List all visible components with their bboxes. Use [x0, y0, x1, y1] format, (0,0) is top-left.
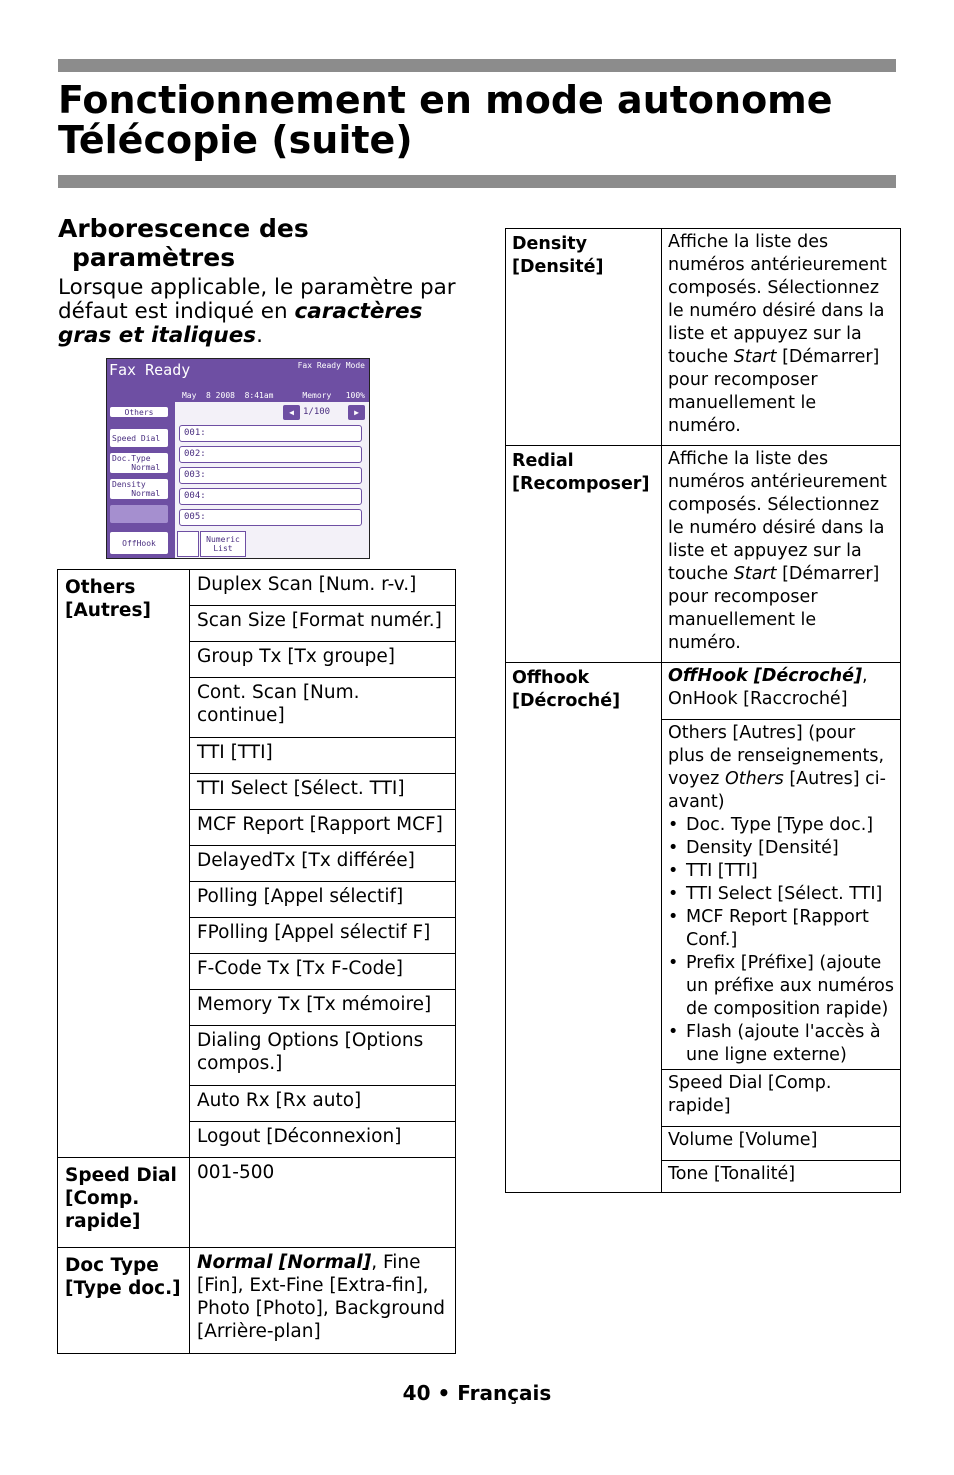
- others-item: Memory Tx [Tx mémoire]: [190, 990, 456, 1026]
- screen-doc-type-button: Doc.Type Normal: [109, 452, 169, 474]
- list-item: • Flash (ajoute l'accès à une ligne externe): [686, 1021, 894, 1067]
- screen-tab-blank: [177, 531, 199, 557]
- intro-text: Lorsque applicable, le paramètre par défaut est indiqué en: [58, 275, 456, 324]
- intro-end: .: [256, 323, 263, 348]
- redial-desc-a: Affiche la liste des numéros antérieurement composés. Sélectionnez le numéro désiré dans la liste et appuyez sur la touche: [668, 449, 887, 584]
- fax-screen-image: [106, 358, 370, 559]
- redial-desc-b: [Démarrer] pour recomposer manuellement le numéro.: [668, 564, 880, 653]
- settings-table-right: [505, 228, 901, 1193]
- others-item: TTI [TTI]: [190, 738, 456, 774]
- redial-start-key: Start: [733, 564, 777, 584]
- screen-status: May 8 2008 8:41am Memory 100%: [181, 391, 365, 400]
- screen-redial-button: [109, 504, 169, 524]
- doc-type-key: Doc Type [Type doc.]: [58, 1248, 190, 1354]
- screen-others-button: Others: [109, 406, 169, 418]
- intro-emphasis: caractères gras et italiques: [58, 299, 423, 348]
- offhook-options: [662, 663, 901, 720]
- screen-numeric-list-tab: Numeric List: [200, 531, 246, 557]
- offhook-rest: , OnHook [Raccroché]: [668, 666, 868, 709]
- screen-slot: 001:: [179, 425, 362, 442]
- list-item: • Doc. Type [Type doc.]: [686, 814, 894, 837]
- others-key: Others [Autres]: [58, 570, 190, 1158]
- doc-type-value: [190, 1248, 456, 1354]
- others-item: Polling [Appel sélectif]: [190, 882, 456, 918]
- others-bullet-list: [668, 814, 894, 1067]
- section-heading-line2: paramètres: [72, 243, 236, 272]
- bottom-rule: [58, 175, 896, 188]
- others-item: Dialing Options [Options compos.]: [190, 1026, 456, 1086]
- screen-offhook-button: OffHook: [109, 531, 169, 555]
- others-item: Duplex Scan [Num. r-v.]: [190, 570, 456, 606]
- list-item: • TTI Select [Sélect. TTI]: [686, 883, 894, 906]
- screen-density-button: Density Normal: [109, 478, 169, 500]
- others-item: Cont. Scan [Num. continue]: [190, 678, 456, 738]
- screen-slot: 003:: [179, 467, 362, 484]
- offhook-tone: Tone [Tonalité]: [662, 1161, 901, 1193]
- page-footer: 40 • Français: [402, 1381, 552, 1405]
- others-desc-a: Others [Autres] (pour plus de renseignements, voyez: [668, 723, 885, 789]
- screen-speed-dial-button: Speed Dial: [109, 428, 169, 448]
- table-row: [58, 1248, 456, 1354]
- offhook-others: [662, 720, 901, 1070]
- others-item: Logout [Déconnexion]: [190, 1122, 456, 1158]
- offhook-volume: Volume [Volume]: [662, 1127, 901, 1161]
- others-item: FPolling [Appel sélectif F]: [190, 918, 456, 954]
- table-row: [506, 446, 901, 663]
- table-row: [506, 663, 901, 720]
- list-item: • Density [Densité]: [686, 837, 894, 860]
- others-em: Others: [724, 769, 784, 789]
- others-item: DelayedTx [Tx différée]: [190, 846, 456, 882]
- doc-type-options: , Fine [Fin], Ext-Fine [Extra-fin], Photo [Photo], Background [Arrière-plan]: [197, 1252, 445, 1342]
- doc-type-default: Normal [Normal]: [197, 1252, 372, 1273]
- others-item: Scan Size [Format numér.]: [190, 606, 456, 642]
- screen-slot: 002:: [179, 446, 362, 463]
- others-desc-b: [Autres] ci-avant): [668, 769, 886, 812]
- density-key: Density [Densité]: [506, 229, 662, 446]
- screen-prev-arrow-icon: ◀: [283, 405, 300, 420]
- speed-dial-value: 001-500: [190, 1158, 456, 1248]
- table-row: [58, 570, 456, 606]
- screen-slot: 004:: [179, 488, 362, 505]
- others-item: TTI Select [Sélect. TTI]: [190, 774, 456, 810]
- others-item: F-Code Tx [Tx F-Code]: [190, 954, 456, 990]
- speed-dial-key: Speed Dial [Comp. rapide]: [58, 1158, 190, 1248]
- screen-mode: Fax Ready Mode: [297, 361, 365, 370]
- screen-pager: 1/100: [303, 407, 331, 417]
- others-item: Auto Rx [Rx auto]: [190, 1086, 456, 1122]
- density-start-key: Start: [733, 347, 777, 367]
- offhook-speed-dial: Speed Dial [Comp. rapide]: [662, 1070, 901, 1127]
- section-heading-line1: Arborescence des: [58, 214, 309, 243]
- density-description: [662, 229, 901, 446]
- list-item: • TTI [TTI]: [686, 860, 894, 883]
- others-item: Group Tx [Tx groupe]: [190, 642, 456, 678]
- offhook-key: Offhook [Décroché]: [506, 663, 662, 1193]
- others-item: MCF Report [Rapport MCF]: [190, 810, 456, 846]
- intro-paragraph: [58, 276, 458, 348]
- list-item: • Prefix [Préfixe] (ajoute un préfixe aux numéros de composition rapide): [686, 952, 894, 1021]
- redial-key: Redial [Recomposer]: [506, 446, 662, 663]
- density-desc-b: [Démarrer] pour recomposer manuellement le numéro.: [668, 347, 880, 436]
- offhook-default: OffHook [Décroché]: [668, 666, 862, 686]
- settings-table-left: [57, 569, 456, 1354]
- screen-title: Fax Ready: [109, 361, 191, 379]
- density-desc-a: Affiche la liste des numéros antérieurement composés. Sélectionnez le numéro désiré dans la liste et appuyez sur la touche: [668, 232, 887, 367]
- section-heading: [58, 214, 309, 272]
- table-row: [58, 1158, 456, 1248]
- page-title: Fonctionnement en mode autonome Télécopie (suite): [58, 78, 833, 162]
- screen-slot: 005:: [179, 509, 362, 526]
- list-item: • MCF Report [Rapport Conf.]: [686, 906, 894, 952]
- top-rule: [58, 59, 896, 72]
- redial-description: [662, 446, 901, 663]
- table-row: [506, 229, 901, 446]
- screen-next-arrow-icon: ▶: [348, 405, 365, 420]
